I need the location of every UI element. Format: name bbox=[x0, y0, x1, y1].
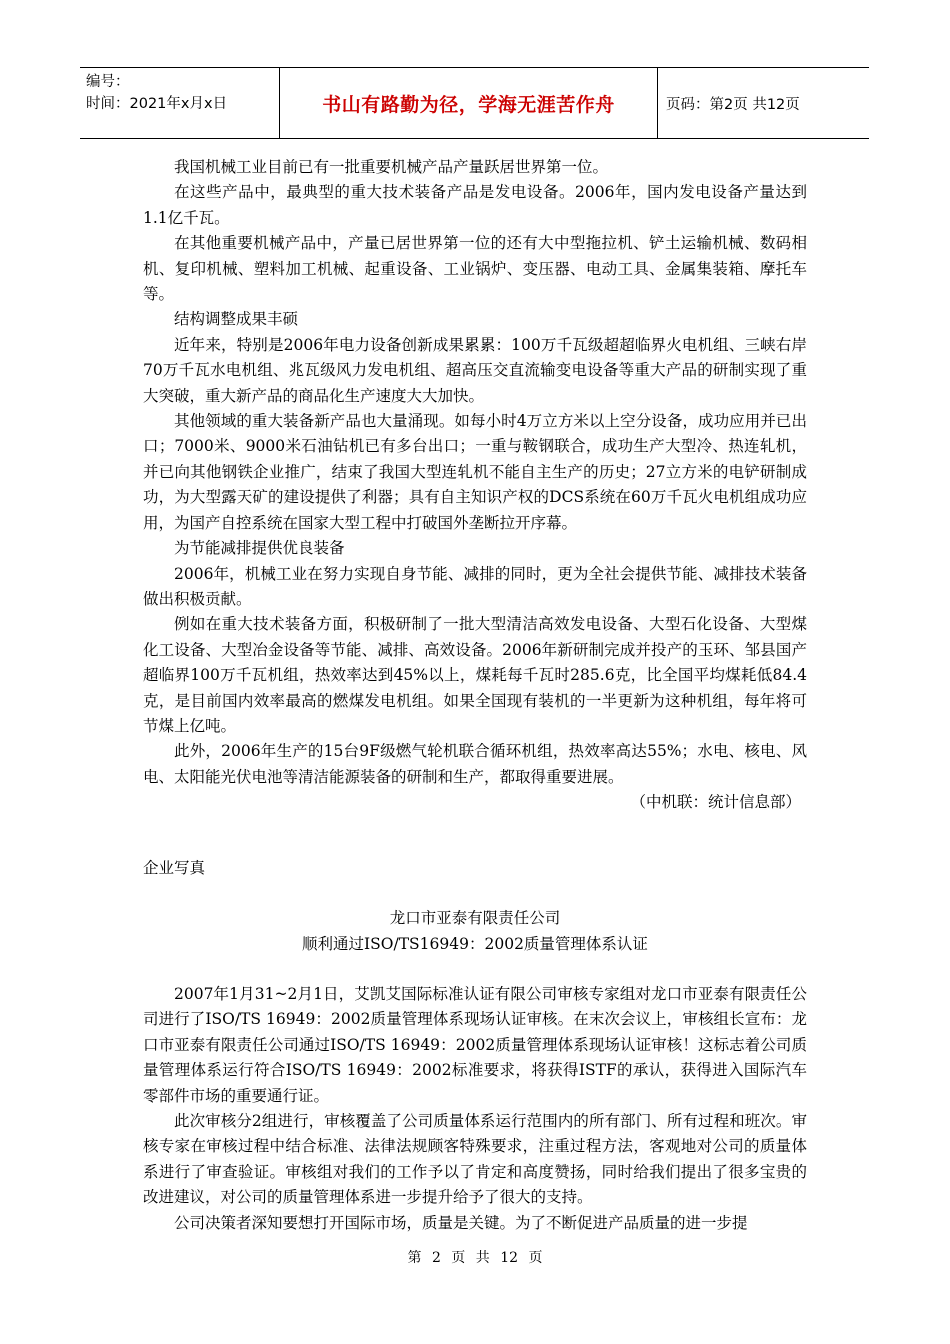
date-label: 时间：2021年x月x日 bbox=[86, 96, 228, 112]
paragraph: 我国机械工业目前已有一批重要机械产品产量跃居世界第一位。 bbox=[174, 158, 609, 176]
page-footer: 第 2 页 共 12 页 bbox=[407, 1250, 543, 1266]
subheading: 为节能减排提供优良装备 bbox=[174, 539, 345, 558]
header-motto: 书山有路勤为径，学海无涯苦作舟 bbox=[280, 68, 658, 138]
header-meta bbox=[80, 68, 280, 138]
section-label: 企业写真 bbox=[143, 859, 206, 877]
news-body bbox=[143, 982, 807, 1236]
paragraph: 其他领域的重大装备新产品也大量涌现。如每小时4万立方米以上空分设备，成功应用并已出口；7000米、9000米石油钻机已有多台出口；一重与鞍钢联合，成功生产大型冷、热连轧机，并已向其他钢铁企业推广，结束了我国大型连轧机不能自主生产的历史；27立方米的电铲研制成功，为大型露天矿的建设提供了利器；具有自主知识产权的DCS系统在60万千瓦火电机组成功应用，为国产自控系统在国家大型工程中打破国外垄断拉开序幕。 bbox=[143, 412, 807, 532]
paragraph: 在这些产品中，最典型的重大技术装备产品是发电设备。2006年，国内发电设备产量达到1.1亿千瓦。 bbox=[143, 183, 807, 227]
news-title-line-1: 龙口市亚泰有限责任公司 bbox=[389, 909, 561, 927]
paragraph: 2006年，机械工业在努力实现自身节能、减排的同时，更为全社会提供节能、减排技术装备做出积极贡献。 bbox=[143, 564, 807, 608]
paragraph: 2007年1月31~2月1日，艾凯艾国际标准认证有限公司审核专家组对龙口市亚泰有限责任公司进行了ISO/TS 16949：2002质量管理体系现场认证审核。在末次会议上，审核组长宣布：龙口市亚泰有限责任公司通过ISO/TS 16949：2002质量管理体系现场认证审核！这标志着公司质量管理体系运行符合ISO/TS 16949：2002标准要求，将获得ISTF的承认，获得进入国际汽车零部件市场的重要通行证。 bbox=[143, 985, 807, 1105]
paragraph: 此次审核分2组进行，审核覆盖了公司质量体系运行范围内的所有部门、所有过程和班次。审核专家在审核过程中结合标准、法律法规顾客特殊要求，注重过程方法，客观地对公司的质量体系进行了审查验证。审核组对我们的工作予以了肯定和高度赞扬，同时给我们提出了很多宝贵的改进建议，对公司的质量管理体系进一步提升给予了很大的支持。 bbox=[143, 1112, 807, 1207]
news-title-line-2: 顺利通过ISO/TS16949：2002质量管理体系认证 bbox=[302, 935, 648, 953]
article-source: （中机联：统计信息部） bbox=[630, 793, 801, 812]
serial-number-label: 编号： bbox=[86, 74, 130, 90]
article-body bbox=[143, 155, 807, 816]
paragraph: 此外，2006年生产的15台9F级燃气轮机联合循环机组，热效率高达55%；水电、核电、风电、太阳能光伏电池等清洁能源装备的研制和生产，都取得重要进展。 bbox=[143, 742, 807, 786]
paragraph: 公司决策者深知要想打开国际市场，质量是关键。为了不断促进产品质量的进一步提 bbox=[174, 1213, 748, 1232]
header-page-number: 页码：第2页 共12页 bbox=[666, 96, 800, 113]
news-title bbox=[143, 905, 807, 957]
document-header bbox=[80, 67, 869, 139]
subheading: 结构调整成果丰硕 bbox=[174, 310, 299, 329]
paragraph: 近年来，特别是2006年电力设备创新成果累累：100万千瓦级超超临界火电机组、三峡右岸70万千瓦水电机组、兆瓦级风力发电机组、超高压交直流输变电设备等重大产品的研制实现了重大突破，重大新产品的商品化生产速度大大加快。 bbox=[143, 335, 807, 405]
paragraph: 例如在重大技术装备方面，积极研制了一批大型清洁高效发电设备、大型石化设备、大型煤化工设备、大型冶金设备等节能、减排、高效设备。2006年新研制完成并投产的玉环、邹县国产超临界100万千瓦机组，热效率达到45%以上，煤耗每千瓦时285.6克，比全国平均煤耗低84.4克，是目前国内效率最高的燃煤发电机组。如果全国现有装机的一半更新为这种机组，每年将可节煤上亿吨。 bbox=[143, 615, 807, 735]
paragraph: 在其他重要机械产品中，产量已居世界第一位的还有大中型拖拉机、铲土运输机械、数码相机、复印机械、塑料加工机械、起重设备、工业锅炉、变压器、电动工具、金属集装箱、摩托车等。 bbox=[143, 234, 807, 304]
